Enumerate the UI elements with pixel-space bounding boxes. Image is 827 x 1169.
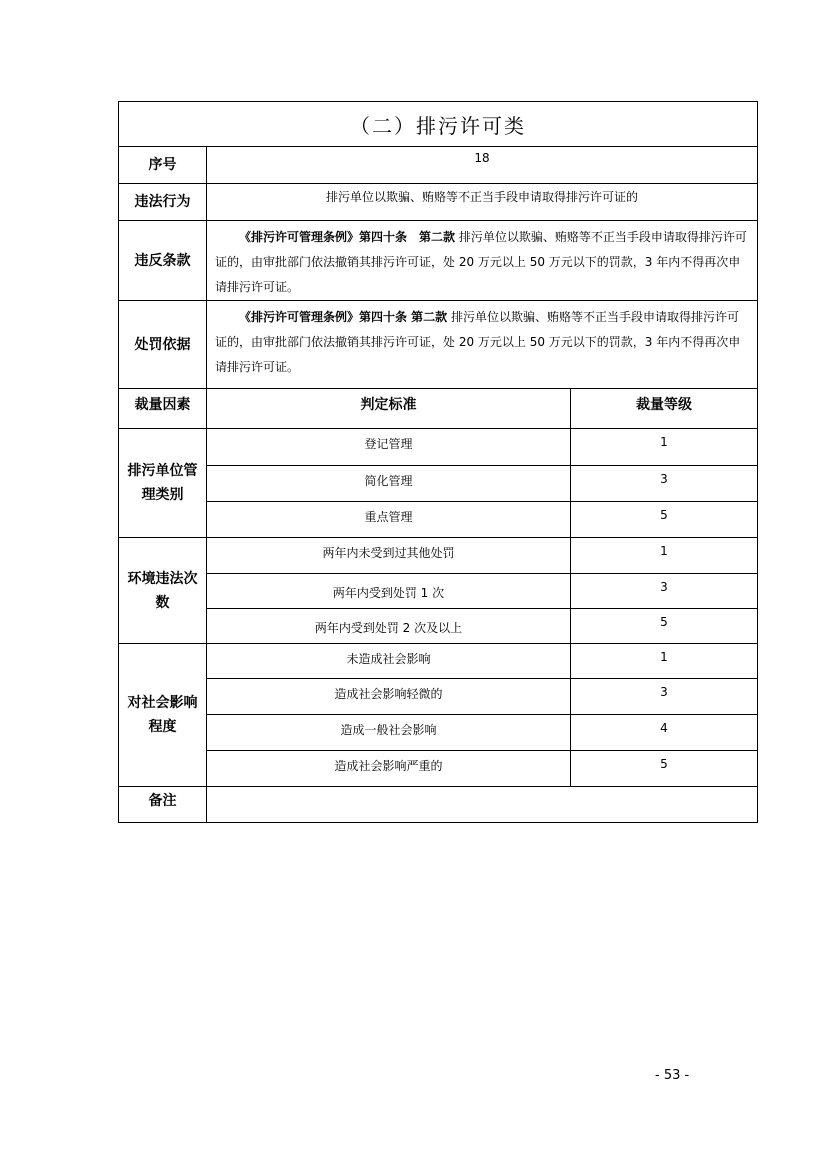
level-cell: 1 [571,644,758,679]
remark-value [207,787,758,823]
factor-label: 排污单位管理类别 [119,429,207,538]
page-number: - 53 - [655,1068,690,1083]
table-title: （二）排污许可类 [119,102,758,147]
basis-bold: 《排污许可管理条例》第四十条 第二款 [239,310,448,324]
level-cell: 5 [571,502,758,538]
level-cell: 3 [571,574,758,609]
standard-cell: 造成社会影响轻微的 [207,679,571,715]
factor-label: 环境违法次数 [119,538,207,644]
level-cell: 5 [571,609,758,644]
level-cell: 1 [571,538,758,574]
clause-bold: 《排污许可管理条例》第四十条 第二款 [239,230,456,244]
basis-body: 排污单位以欺骗、贿赂等不正当手段申请取得排污许可证的，由审批部门依法撤销其排污许可证，处 20 万元以上 50 万元以下的罚款，3 年内不得再次申请排污许可证。 [215,310,741,374]
violation-label: 违法行为 [119,184,207,221]
basis-label: 处罚依据 [119,301,207,389]
serial-label: 序号 [119,147,207,184]
standard-cell: 未造成社会影响 [207,644,571,679]
standard-cell: 简化管理 [207,466,571,502]
standard-cell: 两年内未受到过其他处罚 [207,538,571,574]
standard-cell: 重点管理 [207,502,571,538]
clause-text [207,221,758,301]
header-factor: 裁量因素 [119,389,207,429]
remark-label: 备注 [119,787,207,823]
level-cell: 5 [571,751,758,787]
standard-cell: 登记管理 [207,429,571,466]
clause-label: 违反条款 [119,221,207,301]
level-cell: 1 [571,429,758,466]
level-cell: 3 [571,679,758,715]
standard-cell: 造成一般社会影响 [207,715,571,751]
header-level: 裁量等级 [571,389,758,429]
violation-value: 排污单位以欺骗、贿赂等不正当手段申请取得排污许可证的 [207,184,758,221]
level-cell: 4 [571,715,758,751]
standard-cell: 造成社会影响严重的 [207,751,571,787]
discretion-table [118,101,758,823]
clause-body: 排污单位以欺骗、贿赂等不正当手段申请取得排污许可证的，由审批部门依法撤销其排污许可证，处 20 万元以上 50 万元以下的罚款，3 年内不得再次申请排污许可证。 [215,230,747,294]
standard-cell: 两年内受到处罚 1 次 [207,574,571,609]
level-cell: 3 [571,466,758,502]
serial-value: 18 [207,147,758,184]
basis-text [207,301,758,389]
standard-cell: 两年内受到处罚 2 次及以上 [207,609,571,644]
factor-label: 对社会影响程度 [119,644,207,787]
header-standard: 判定标准 [207,389,571,429]
